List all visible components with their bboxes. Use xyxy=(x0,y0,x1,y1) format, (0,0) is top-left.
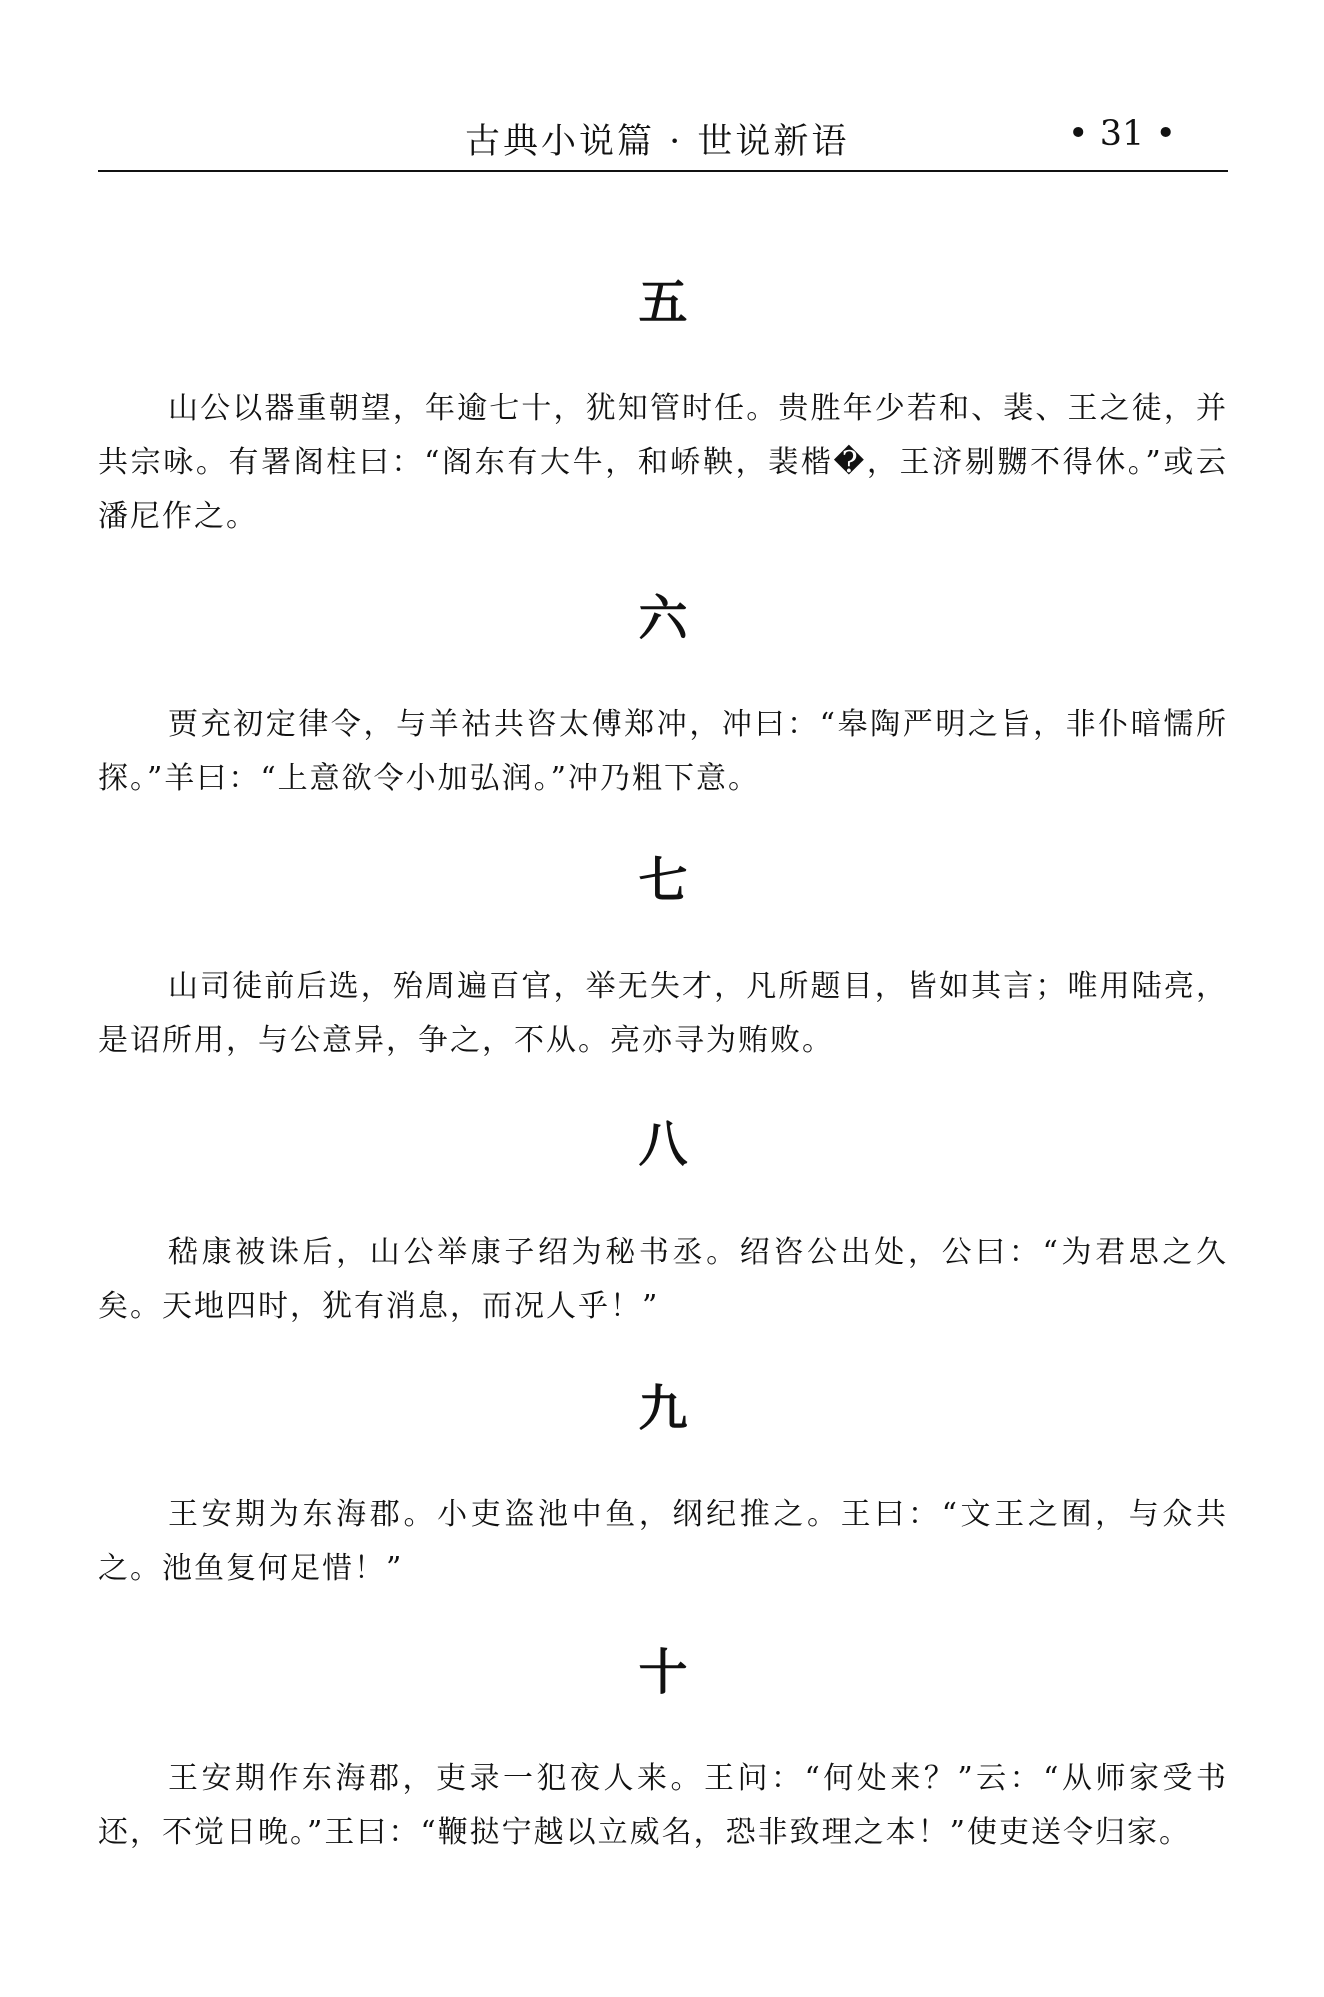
section-10 xyxy=(98,1642,1228,1890)
section-title: 五 xyxy=(638,273,688,331)
section-paragraph: 山司徒前后选，殆周遍百官，举无失才，凡所题目，皆如其言；唯用陆亮，是诏所用，与公意异，争之，不从。亮亦寻为贿败。 xyxy=(98,969,1228,1058)
section-9 xyxy=(98,1378,1228,1626)
page-number: • 31 • xyxy=(1067,114,1176,154)
section-5 xyxy=(98,272,1228,574)
book-title: 古典小说篇 · 世说新语 xyxy=(465,122,850,162)
section-title: 六 xyxy=(638,589,688,647)
section-paragraph: 王安期为东海郡。小吏盗池中鱼，纲纪推之。王曰：“文王之囿，与众共之。池鱼复何足惜！” xyxy=(98,1497,1228,1586)
section-title: 十 xyxy=(638,1643,688,1701)
section-title: 七 xyxy=(638,851,688,909)
page-header xyxy=(98,108,1228,172)
section-paragraph: 王安期作东海郡，吏录一犯夜人来。王问：“何处来？”云：“从师家受书还，不觉日晚。”王曰：“鞭挞宁越以立威名，恐非致理之本！”使吏送令归家。 xyxy=(98,1761,1228,1850)
section-paragraph: 嵇康被诛后，山公举康子绍为秘书丞。绍咨公出处，公曰：“为君思之久矣。天地四时，犹有消息，而况人乎！” xyxy=(98,1235,1228,1324)
section-title: 八 xyxy=(638,1115,688,1173)
section-6 xyxy=(98,588,1228,836)
section-title: 九 xyxy=(638,1379,688,1437)
section-8 xyxy=(98,1114,1228,1364)
section-paragraph: 山公以器重朝望，年逾七十，犹知管时任。贵胜年少若和、裴、王之徒，并共宗咏。有署阁柱曰：“阁东有大牛，和峤鞅，裴楷�，王济剔嬲不得休。”或云潘尼作之。 xyxy=(98,391,1228,534)
section-paragraph: 贾充初定律令，与羊祜共咨太傅郑冲，冲曰：“皋陶严明之旨，非仆暗懦所探。”羊曰：“上意欲令小加弘润。”冲乃粗下意。 xyxy=(98,707,1228,796)
section-7 xyxy=(98,850,1228,1098)
